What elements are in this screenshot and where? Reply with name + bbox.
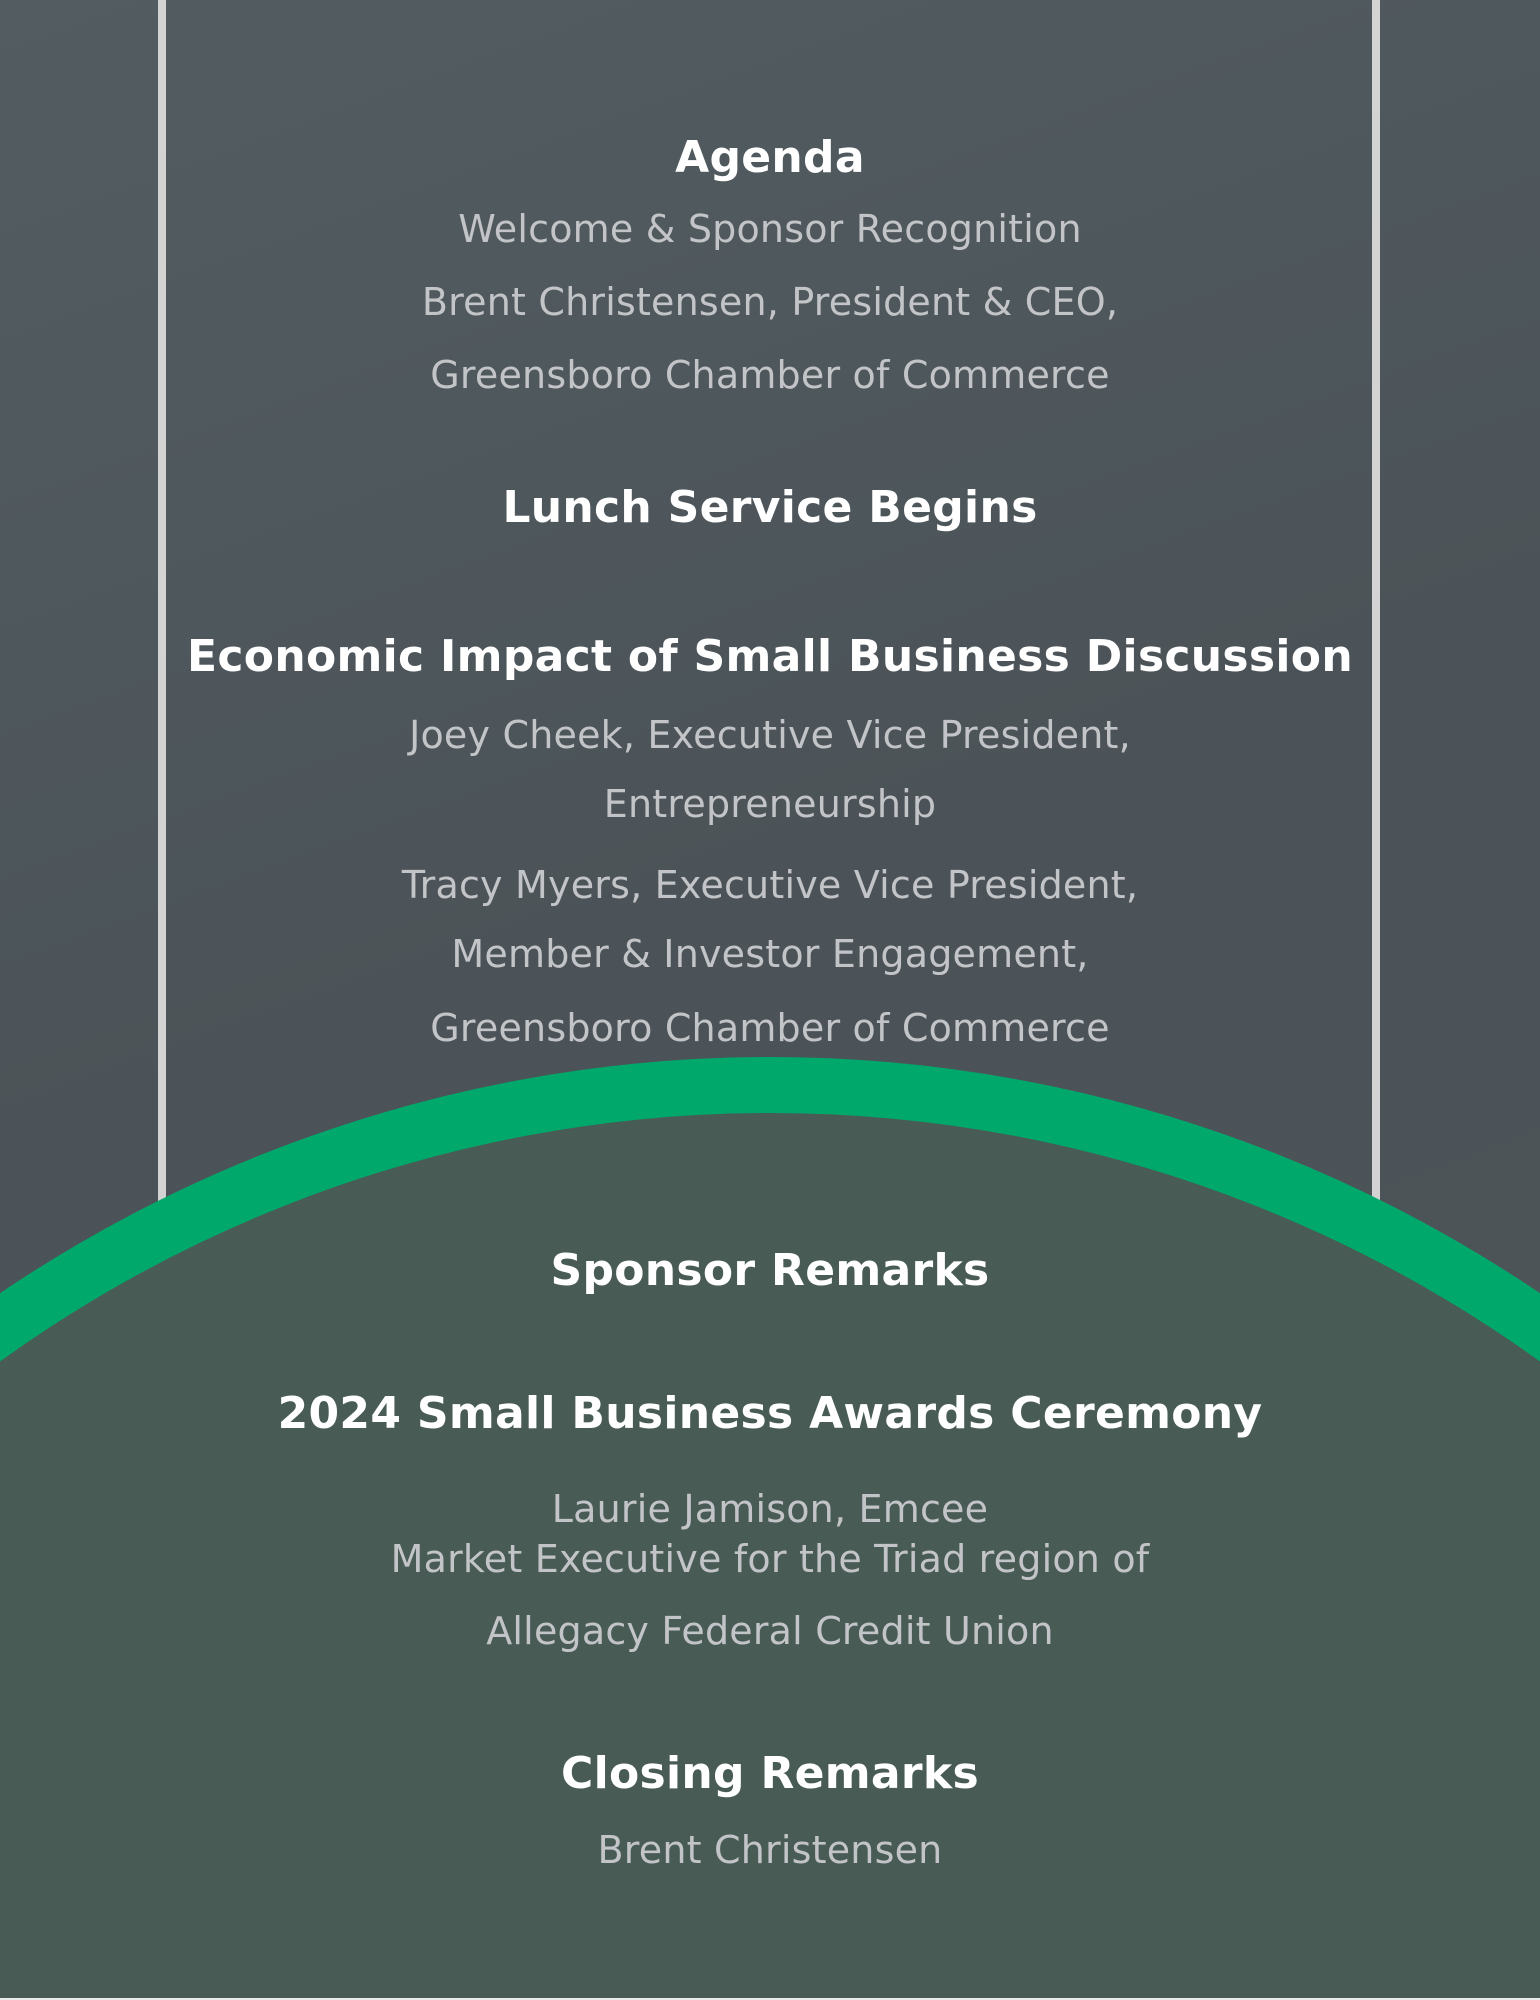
discussion-speaker1-role: Entrepreneurship xyxy=(603,782,937,826)
welcome-organization: Greensboro Chamber of Commerce xyxy=(430,353,1110,397)
discussion-speaker2-organization: Greensboro Chamber of Commerce xyxy=(430,1006,1110,1050)
discussion-speaker1-name: Joey Cheek, Executive Vice President, xyxy=(409,713,1131,757)
closing-speaker: Brent Christensen xyxy=(597,1828,943,1872)
agenda-title: Agenda xyxy=(675,132,865,183)
awards-emcee: Laurie Jamison, Emcee xyxy=(551,1487,989,1531)
awards-emcee-role: Market Executive for the Triad region of xyxy=(390,1537,1150,1581)
discussion-speaker2-role: Member & Investor Engagement, xyxy=(451,932,1089,976)
closing-title: Closing Remarks xyxy=(561,1748,979,1799)
discussion-title: Economic Impact of Small Business Discussion xyxy=(187,631,1353,682)
awards-emcee-organization: Allegacy Federal Credit Union xyxy=(486,1609,1054,1653)
discussion-speaker2-name: Tracy Myers, Executive Vice President, xyxy=(401,863,1139,907)
lunch-title: Lunch Service Begins xyxy=(502,482,1038,533)
awards-title: 2024 Small Business Awards Ceremony xyxy=(277,1388,1263,1439)
sponsor-remarks-title: Sponsor Remarks xyxy=(550,1245,990,1296)
welcome-title: Welcome & Sponsor Recognition xyxy=(458,207,1082,251)
welcome-speaker: Brent Christensen, President & CEO, xyxy=(421,280,1119,324)
